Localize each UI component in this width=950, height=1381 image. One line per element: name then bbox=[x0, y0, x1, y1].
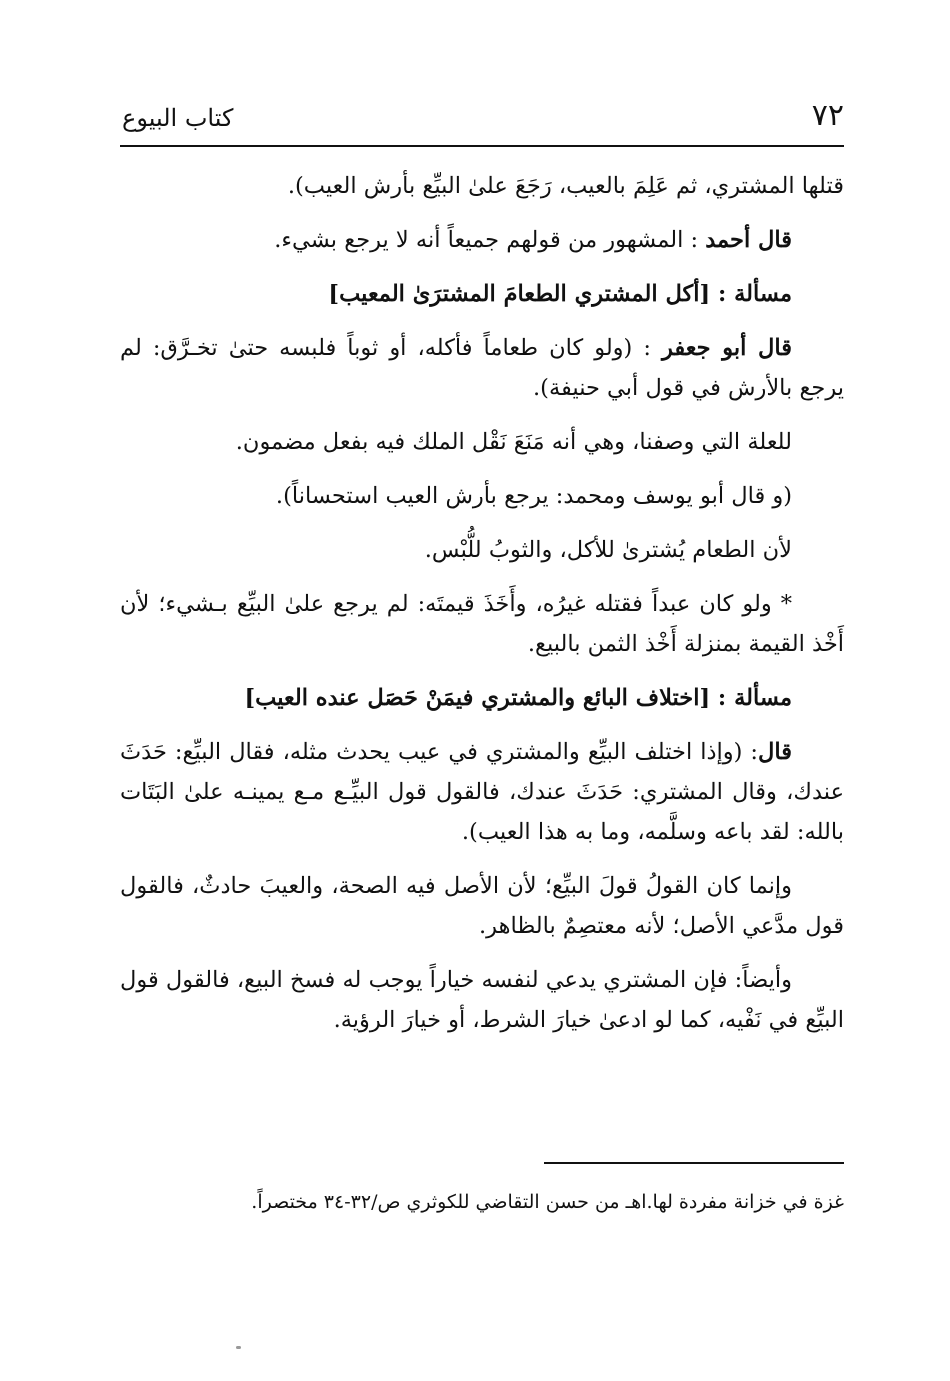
footnote: غزة في خزانة مفردة لها.اهـ من حسن التقاضي للكوثري ص/٣٢-٣٤ مختصراً. bbox=[251, 1191, 844, 1213]
section-heading: مسألة : [أكل المشتري الطعامَ المشترَىٰ المعيب] bbox=[328, 281, 792, 307]
paragraph: لأن الطعام يُشترىٰ للأكل، والثوبُ للُّبْس. bbox=[424, 537, 792, 563]
page-header bbox=[120, 96, 844, 142]
paragraph: قتلها المشتري، ثم عَلِمَ بالعيب، رَجَعَ علىٰ البيِّع بأرش العيب). bbox=[287, 173, 844, 199]
page-number: ٧٢ bbox=[811, 98, 844, 133]
paragraph: * ولو كان عبداً فقتله غيرُه، وأَخَذَ قيمتَه: لم يرجع علىٰ البيِّع بـشيء؛ لأن أَخْذ القيمة بمنزلة أَخْذ الثمن بالبيع. bbox=[120, 591, 844, 657]
heading-label: مسألة bbox=[734, 685, 792, 711]
scan-speck bbox=[236, 1346, 241, 1349]
speaker-label: قال bbox=[758, 739, 792, 765]
paragraph: قال أبو جعفر : (ولو كان طعاماً فأكله، أو ثوباً فلبسه حتىٰ تخـرَّق: لم يرجع بالأرش في قول أبي حنيفة). bbox=[120, 335, 844, 401]
body-text bbox=[120, 166, 844, 1054]
paragraph: (و قال أبو يوسف ومحمد: يرجع بأرش العيب استحساناً). bbox=[275, 483, 792, 509]
running-title: كتاب البيوع bbox=[122, 104, 234, 132]
paragraph: قال: (وإذا اختلف البيِّع والمشتري في عيب يحدث مثله، فقال البيِّع: حَدَثَ عندك، وقال المشتري: حَدَثَ عندك، فالقول قول البيِّـع مـع يمينـه علىٰ البَتَات بالله: لقد باعه وسلَّمه، وما به هذا العيب). bbox=[120, 739, 844, 845]
speaker-label: قال أبو جعفر bbox=[661, 335, 792, 361]
paragraph: للعلة التي وصفنا، وهي أنه مَنَعَ نَقْل الملك فيه بفعل مضمون. bbox=[235, 429, 792, 455]
header-rule bbox=[120, 145, 844, 147]
section-heading: مسألة : [اختلاف البائع والمشتري فيمَنْ حَصَل عنده العيب] bbox=[244, 685, 792, 711]
paragraph: قال أحمد : المشهور من قولهم جميعاً أنه لا يرجع بشيء. bbox=[274, 227, 792, 253]
heading-label: مسألة bbox=[734, 281, 792, 307]
footnote-rule bbox=[544, 1162, 844, 1164]
paragraph: وأيضاً: فإن المشتري يدعي لنفسه خياراً يوجب له فسخ البيع، فالقول قول البيِّع في نَفْيه، كما لو ادعىٰ خيارَ الشرط، أو خيارَ الرؤية. bbox=[120, 967, 844, 1033]
speaker-label: قال أحمد bbox=[705, 227, 792, 253]
paragraph: وإنما كان القولُ قولَ البيِّع؛ لأن الأصل فيه الصحة، والعيبَ حادثٌ، فالقول قول مدَّعي الأصل؛ لأنه معتصِمٌ بالظاهر. bbox=[120, 873, 844, 939]
